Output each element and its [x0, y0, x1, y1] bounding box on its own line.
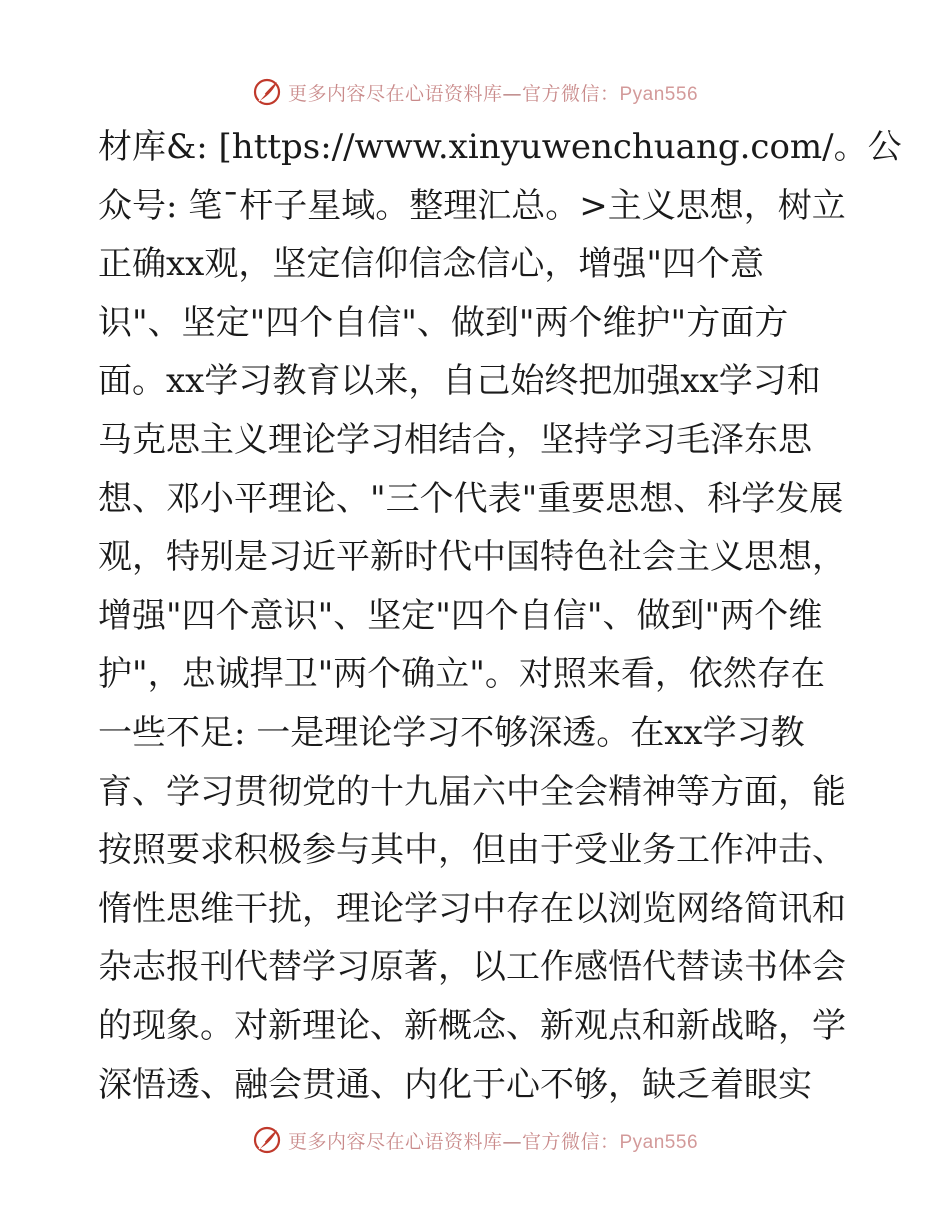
banner-title: 更多内容尽在心语资料库: [287, 82, 503, 105]
body-line: 增强"四个意识"、坚定"四个自信"、做到"两个维: [98, 595, 823, 636]
header-banner-text: [288, 79, 698, 106]
banner-official-label: 官方微信：: [521, 82, 620, 105]
body-line: 护"，忠诚捍卫"两个确立"。对照来看，依然存在: [98, 654, 825, 695]
header-banner: [0, 72, 950, 112]
body-line: 的现象。对新理论、新概念、新观点和新战略，学: [98, 1005, 846, 1046]
document-body: [98, 118, 902, 1114]
body-line: 育、学习贯彻党的十九届六中全会精神等方面，能: [98, 771, 846, 812]
body-line: 杂志报刊代替学习原著，以工作感悟代替读书体会: [98, 947, 846, 988]
body-line: 深悟透、融会贯通、内化于心不够，缺乏着眼实: [98, 1064, 812, 1105]
banner-official-label: 官方微信：: [521, 1130, 620, 1153]
feather-pen-circle-icon: [252, 1125, 282, 1155]
body-line: 马克思主义理论学习相结合，坚持学习毛泽东思: [98, 419, 812, 460]
footer-banner: [0, 1120, 950, 1160]
body-line: 一些不足: 一是理论学习不够深透。在xx学习教: [98, 712, 805, 753]
body-line: 面。xx学习教育以来，自己始终把加强xx学习和: [98, 361, 821, 402]
body-line: 识"、坚定"四个自信"、做到"两个维护"方面方: [98, 302, 789, 343]
body-line: 观，特别是习近平新时代中国特色社会主义思想，: [98, 537, 846, 578]
body-line: 众号: 笔¯杆子星域。整理汇总。>主义思想，树立: [98, 185, 846, 226]
banner-account: Pyan556: [619, 83, 699, 105]
banner-separator: —: [502, 1130, 522, 1153]
body-line: 想、邓小平理论、"三个代表"重要思想、科学发展: [98, 478, 844, 519]
footer-banner-text: [288, 1127, 698, 1154]
banner-account: Pyan556: [619, 1131, 699, 1153]
body-line: 材库&: [https://www.xinyuwenchuang.com/。公: [98, 127, 902, 167]
banner-separator: —: [502, 82, 522, 105]
body-line: 正确xx观，坚定信仰信念信心，增强"四个意: [98, 244, 764, 285]
feather-pen-circle-icon: [252, 77, 282, 107]
body-line: 惰性思维干扰，理论学习中存在以浏览网络简讯和: [98, 888, 846, 929]
body-line: 按照要求积极参与其中，但由于受业务工作冲击、: [98, 830, 846, 871]
banner-title: 更多内容尽在心语资料库: [287, 1130, 503, 1153]
